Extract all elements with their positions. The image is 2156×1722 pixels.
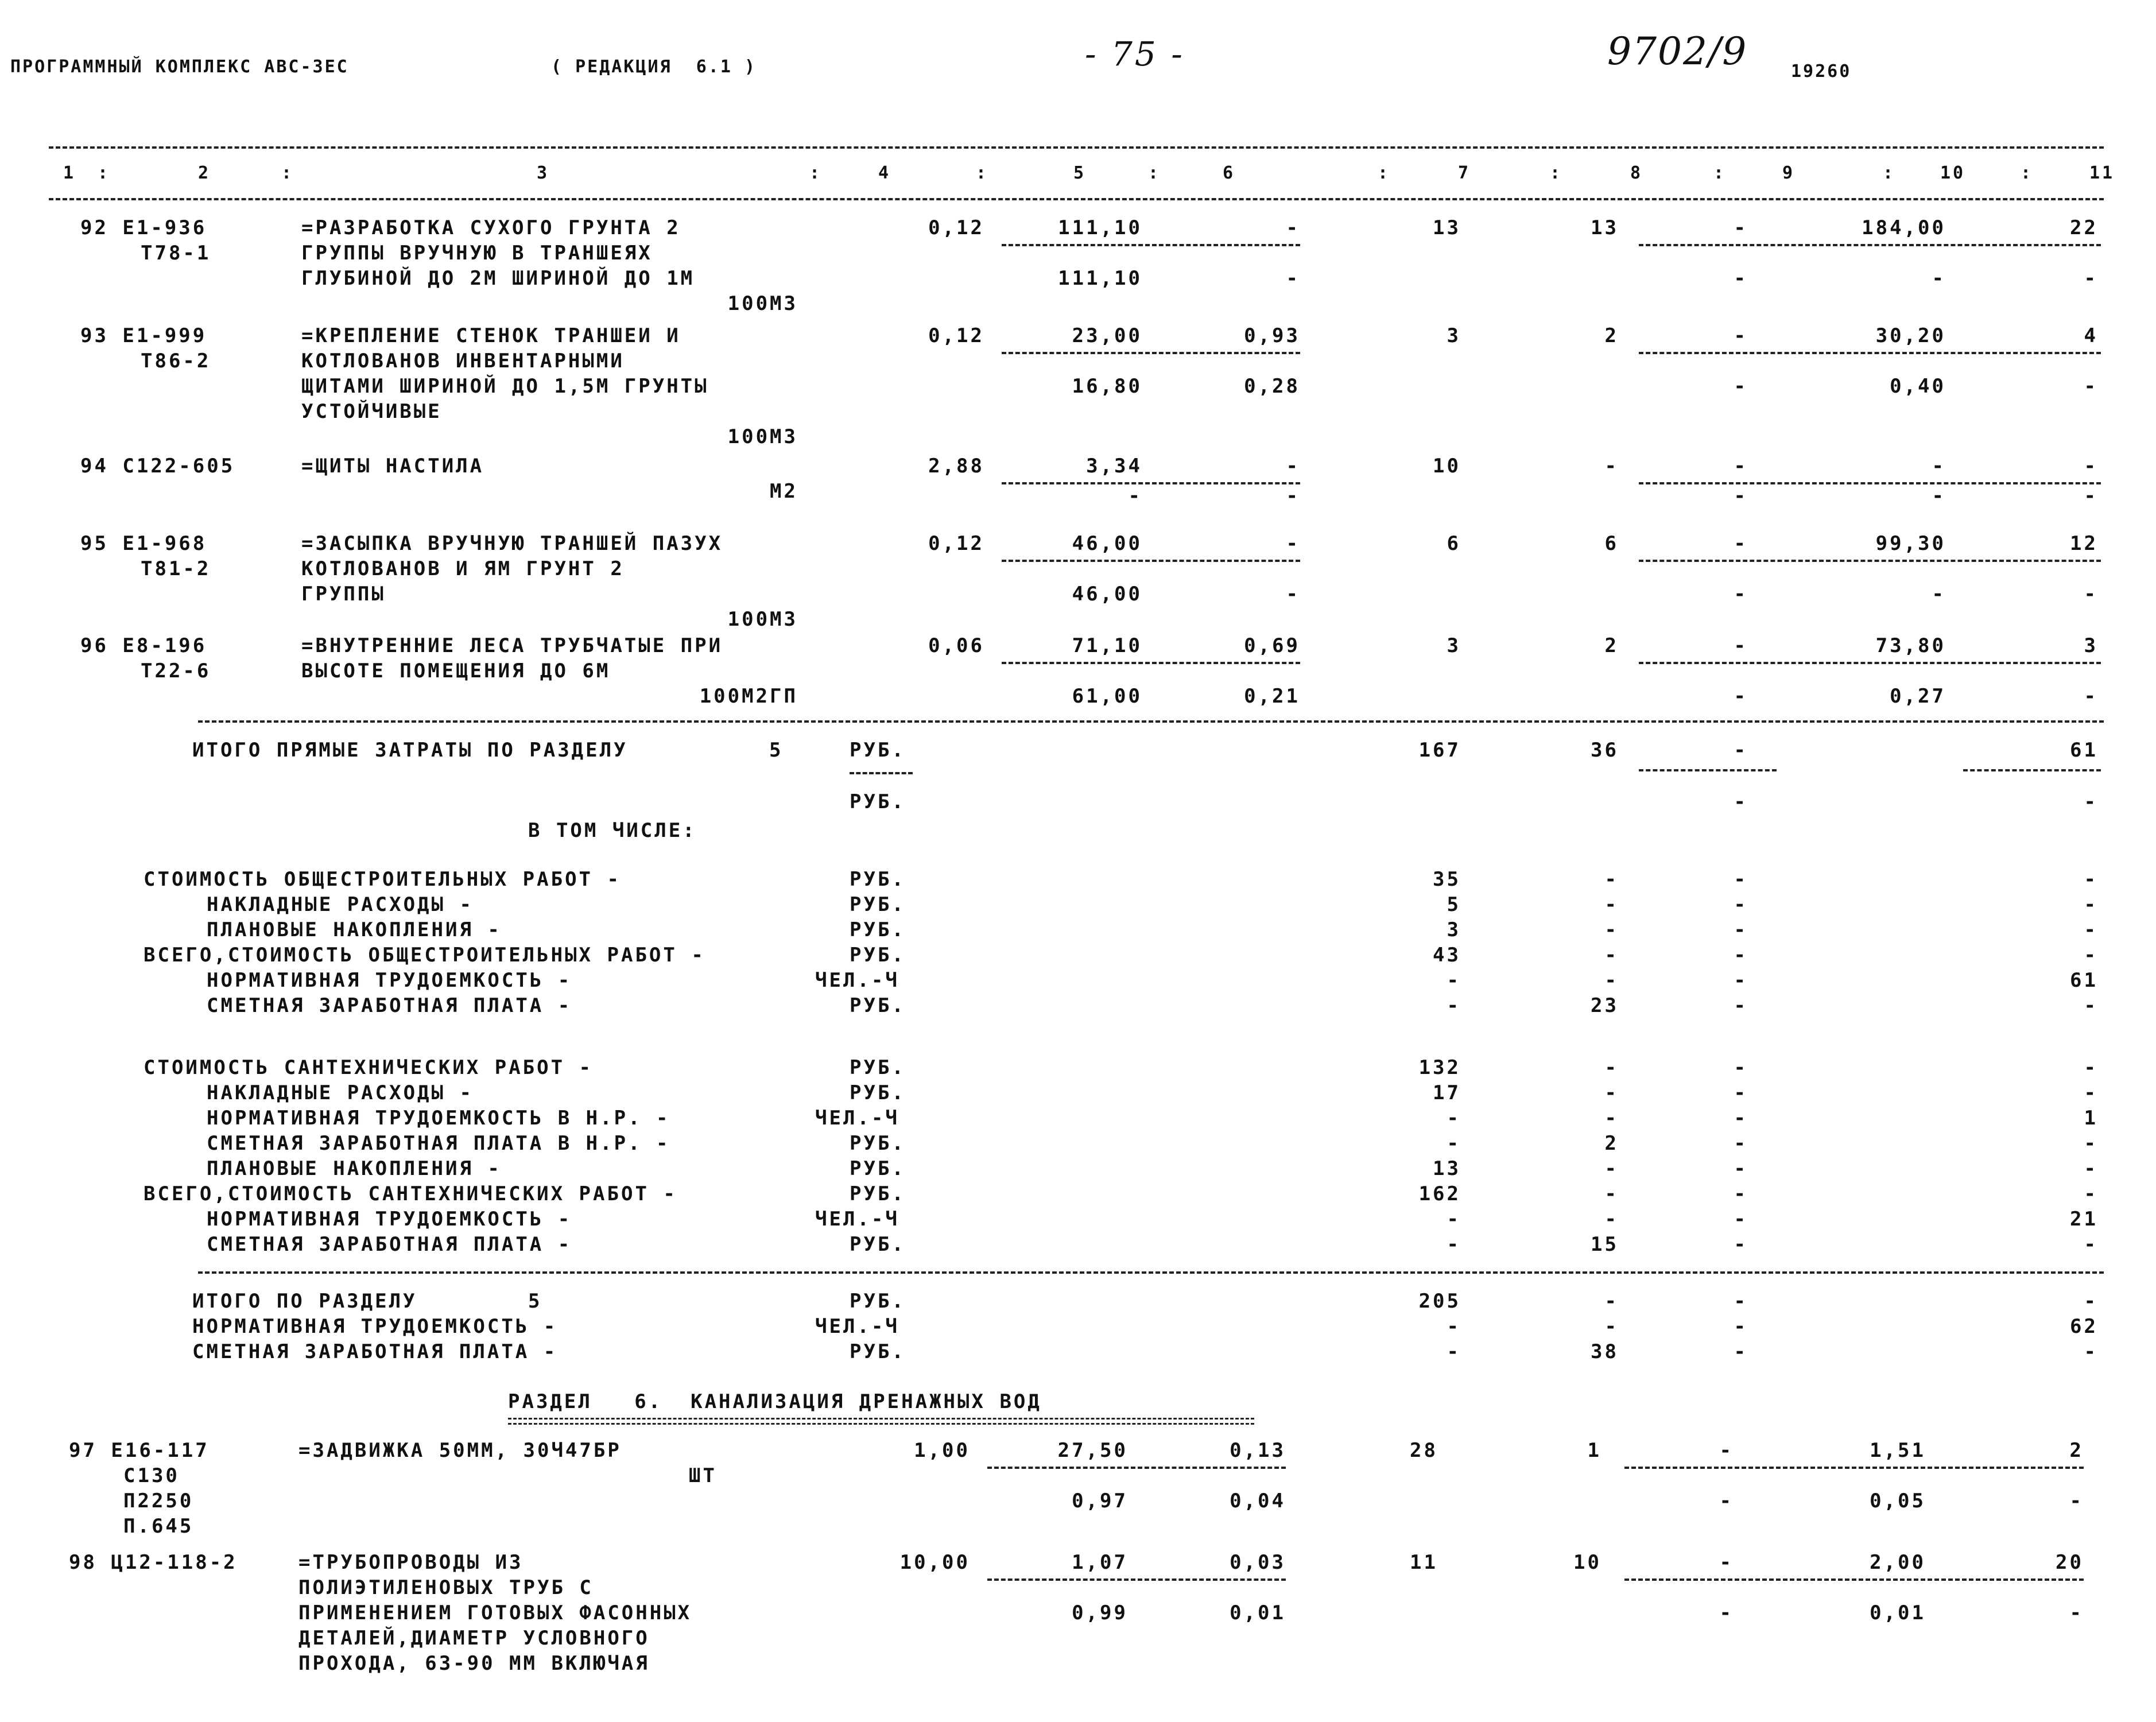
summary-row-label: СМЕТНАЯ ЗАРАБОТНАЯ ПЛАТА - (207, 1233, 572, 1256)
item-unit: ШТ (689, 1464, 717, 1487)
section-total-c11: 62 (2070, 1315, 2098, 1338)
summary-row-c11: - (2084, 1132, 2098, 1155)
document-number: 9702/9 (1607, 29, 1748, 73)
item-description-line: =ЩИТЫ НАСТИЛА (301, 455, 484, 478)
col10-sub: 0,27 (1890, 685, 1946, 708)
itogo-direct-c7: 167 (1418, 739, 1461, 762)
col11-sub: - (2084, 484, 2098, 507)
col9-11-divider (1639, 560, 2101, 562)
summary-row-c7: - (1447, 969, 1461, 992)
item-description-line: ПРОХОДА, 63-90 ММ ВКЛЮЧАЯ (298, 1652, 650, 1675)
summary-row-c8: - (1604, 944, 1619, 967)
column-header-label: 9 (1782, 163, 1796, 183)
col5-price-total: 111,10 (1058, 216, 1142, 239)
summary-row-c7: 5 (1447, 893, 1461, 916)
col6-machine-wages: - (1286, 484, 1300, 507)
summary-row-c7: - (1447, 1208, 1461, 1231)
item-description-line: =ВНУТРЕННИЕ ЛЕСА ТРУБЧАТЫЕ ПРИ (301, 634, 723, 657)
item-description-line: КОТЛОВАНОВ И ЯМ ГРУНТ 2 (301, 557, 625, 580)
top-rule (49, 146, 2104, 149)
summary-row-c8: 23 (1591, 994, 1619, 1017)
itogo-direct-c9: - (1734, 739, 1748, 762)
column-header-separator: : (281, 163, 294, 183)
summary-row-c11: - (2084, 893, 2098, 916)
col8-wages: 6 (1604, 532, 1619, 555)
summary-row-c11: - (2084, 994, 2098, 1017)
col9-11-divider (1639, 482, 2101, 484)
summary-row-label: НОРМАТИВНАЯ ТРУДОЕМКОСТЬ - (207, 969, 572, 992)
col9-value: - (1734, 324, 1748, 347)
summary-row-label: НАКЛАДНЫЕ РАСХОДЫ - (207, 1081, 474, 1104)
col4-quantity: 10,00 (899, 1551, 970, 1574)
summary-row-c7: - (1447, 994, 1461, 1017)
col9-value: - (1734, 532, 1748, 555)
col9-value: - (1734, 634, 1748, 657)
summary-row-unit: РУБ. (850, 1056, 906, 1079)
col9-value: - (1719, 1551, 1734, 1574)
col11-sub: - (2084, 685, 2098, 708)
section-total-label: ИТОГО ПО РАЗДЕЛУ (192, 1290, 417, 1313)
col6-machines: - (1286, 455, 1300, 478)
item-description-line: ДЕТАЛЕЙ,ДИАМЕТР УСЛОВНОГО (298, 1627, 650, 1650)
col5-wages: 111,10 (1058, 267, 1142, 290)
item-description-line: ГРУППЫ (301, 583, 386, 606)
col10-labor: 184,00 (1862, 216, 1946, 239)
item-code: П.645 (123, 1515, 194, 1538)
summary-row-c7: 43 (1433, 944, 1461, 967)
column-header-separator: : (809, 163, 823, 183)
item-number: 97 Е16-117 (69, 1439, 210, 1462)
summary-row-c8: - (1604, 868, 1619, 891)
col10-labor: - (1932, 455, 1946, 478)
col9-11-divider (1624, 1578, 2084, 1581)
section-total-c7: - (1447, 1340, 1461, 1363)
summary-row-label: ВСЕГО,СТОИМОСТЬ ОБЩЕСТРОИТЕЛЬНЫХ РАБОТ - (144, 944, 705, 967)
summary-row-c7: - (1447, 1233, 1461, 1256)
col4-quantity: 0,06 (928, 634, 984, 657)
col5-price-total: 1,07 (1072, 1551, 1128, 1574)
summary-row-c8: - (1604, 1107, 1619, 1130)
col6-machines: - (1286, 216, 1300, 239)
summary-row-c9: - (1734, 944, 1748, 967)
item-description-line: ГЛУБИНОЙ ДО 2М ШИРИНОЙ ДО 1М (301, 267, 695, 290)
item-unit: 100М3 (727, 292, 798, 315)
summary-row-c8: 2 (1604, 1132, 1619, 1155)
itogo-direct-c9-rule (1639, 769, 1777, 771)
summary-row-c9: - (1734, 1081, 1748, 1104)
column-header-label: 8 (1630, 163, 1643, 183)
col8-wages: 13 (1591, 216, 1619, 239)
col11-sub: - (2069, 1490, 2084, 1512)
item-description-line: ПРИМЕНЕНИЕМ ГОТОВЫХ ФАСОННЫХ (298, 1601, 692, 1624)
col9-11-divider (1639, 352, 2101, 354)
itogo-direct-c11-rule (1963, 769, 2101, 771)
summary-row-c8: - (1604, 1182, 1619, 1205)
summary-row-unit: ЧЕЛ.-Ч (815, 969, 899, 992)
col7-cost: 13 (1433, 216, 1461, 239)
col6-machines: 0,13 (1230, 1439, 1286, 1462)
col5-6-divider (1002, 352, 1300, 354)
item-code: Т86-2 (141, 350, 211, 373)
summary-row-c11: - (2084, 1182, 2098, 1205)
col8-wages: 2 (1604, 634, 1619, 657)
summary-row-label: ПЛАНОВЫЕ НАКОПЛЕНИЯ - (207, 918, 502, 941)
col9-11-divider (1624, 1467, 2084, 1469)
col9-11-divider (1639, 244, 2101, 246)
section-total-c8: 38 (1591, 1340, 1619, 1363)
summary-row-c9: - (1734, 1132, 1748, 1155)
col9-value: - (1734, 216, 1748, 239)
section-6-underline (508, 1418, 1254, 1425)
col9-sub: - (1734, 685, 1748, 708)
col7-cost: 10 (1433, 455, 1461, 478)
summary-row-label: ВСЕГО,СТОИМОСТЬ САНТЕХНИЧЕСКИХ РАБОТ - (144, 1182, 677, 1205)
summary-row-unit: РУБ. (850, 944, 906, 967)
page-number: - 75 - (1085, 34, 1185, 73)
itogo-direct-c11b: - (2084, 790, 2098, 813)
item-description-line: ВЫСОТЕ ПОМЕЩЕНИЯ ДО 6М (301, 660, 611, 682)
item-description-line: УСТОЙЧИВЫЕ (301, 400, 442, 423)
column-header-label: 2 (198, 163, 211, 183)
col10-labor: 30,20 (1875, 324, 1946, 347)
item-description-line: =РАЗРАБОТКА СУХОГО ГРУНТА 2 (301, 216, 681, 239)
col5-wages: 46,00 (1072, 583, 1142, 606)
column-header-label: 4 (878, 163, 891, 183)
item-number: 93 Е1-999 (80, 324, 207, 347)
summary-row-unit: РУБ. (850, 1233, 906, 1256)
col10-sub: 0,05 (1870, 1490, 1926, 1512)
section-total-unit: РУБ. (850, 1340, 906, 1363)
summary-row-c7: 162 (1418, 1182, 1461, 1205)
summary-row-label: ПЛАНОВЫЕ НАКОПЛЕНИЯ - (207, 1157, 502, 1180)
summary-row-c9: - (1734, 918, 1748, 941)
col8-wages: 1 (1587, 1439, 1602, 1462)
col6-machine-wages: - (1286, 583, 1300, 606)
summary-row-c11: - (2084, 1233, 2098, 1256)
col9-11-divider (1639, 662, 2101, 664)
itogo-direct-unit2: РУБ. (850, 790, 906, 813)
item-number: 92 Е1-936 (80, 216, 207, 239)
summary-row-label: НАКЛАДНЫЕ РАСХОДЫ - (207, 893, 474, 916)
column-header-label: 10 (1940, 163, 1966, 183)
section-total-c7: - (1447, 1315, 1461, 1338)
column-header-label: 1 (63, 163, 76, 183)
itogo-direct-c11: 61 (2070, 739, 2098, 762)
col5-6-divider (987, 1578, 1286, 1581)
col11-labor-total: 3 (2084, 634, 2098, 657)
col5-wages: - (1128, 484, 1142, 507)
column-header-separator: : (1883, 163, 1896, 183)
col6-machines: 0,69 (1244, 634, 1300, 657)
col10-sub: - (1932, 484, 1946, 507)
col7-cost: 11 (1410, 1551, 1438, 1574)
summary-row-label: СТОИМОСТЬ ОБЩЕСТРОИТЕЛЬНЫХ РАБОТ - (144, 868, 621, 891)
edition-label: ( РЕДАКЦИЯ 6.1 ) (551, 57, 757, 77)
item-number: 95 Е1-968 (80, 532, 207, 555)
col11-sub: - (2069, 1601, 2084, 1624)
column-header-separator: : (1713, 163, 1727, 183)
section-total-rule (198, 1271, 2104, 1274)
col10-labor: 1,51 (1870, 1439, 1926, 1462)
summary-row-c11: 1 (2084, 1107, 2098, 1130)
col9-sub: - (1734, 583, 1748, 606)
summary-row-c9: - (1734, 868, 1748, 891)
summary-row-c7: - (1447, 1132, 1461, 1155)
summary-row-c9: - (1734, 1107, 1748, 1130)
item-description-line: КОТЛОВАНОВ ИНВЕНТАРНЫМИ (301, 350, 625, 373)
summary-row-c7: 17 (1433, 1081, 1461, 1104)
col4-quantity: 0,12 (928, 532, 984, 555)
col9-value: - (1734, 455, 1748, 478)
summary-row-c7: 35 (1433, 868, 1461, 891)
summary-row-c11: - (2084, 1056, 2098, 1079)
summary-row-c8: - (1604, 1157, 1619, 1180)
summary-row-c8: - (1604, 969, 1619, 992)
col10-sub: 0,01 (1870, 1601, 1926, 1624)
column-header-separator: : (976, 163, 989, 183)
summary-row-unit: РУБ. (850, 868, 906, 891)
summary-row-label: СМЕТНАЯ ЗАРАБОТНАЯ ПЛАТА В Н.Р. - (207, 1132, 670, 1155)
item-description-line: =ЗАДВИЖКА 50ММ, 30Ч47БР (298, 1439, 622, 1462)
summary-row-c11: - (2084, 868, 2098, 891)
item-description-line: =ТРУБОПРОВОДЫ ИЗ (298, 1551, 524, 1574)
col5-6-divider (987, 1467, 1286, 1469)
summary-row-c8: - (1604, 1056, 1619, 1079)
col10-sub: - (1932, 267, 1946, 290)
col6-machine-wages: 0,01 (1230, 1601, 1286, 1624)
col5-6-divider (1002, 244, 1300, 246)
section-total-c11: - (2084, 1340, 2098, 1363)
itogo-direct-c9b: - (1734, 790, 1748, 813)
column-header-separator: : (2021, 163, 2034, 183)
column-header-label: 6 (1223, 163, 1236, 183)
col7-cost: 3 (1447, 634, 1461, 657)
summary-row-unit: ЧЕЛ.-Ч (815, 1107, 899, 1130)
col5-wages: 0,99 (1072, 1601, 1128, 1624)
col11-sub: - (2084, 267, 2098, 290)
column-header-separator: : (98, 163, 111, 183)
section-total-number: 5 (528, 1290, 542, 1313)
col10-labor: 99,30 (1875, 532, 1946, 555)
item-number: 96 Е8-196 (80, 634, 207, 657)
item-code: Т81-2 (141, 557, 211, 580)
col5-6-divider (1002, 662, 1300, 664)
summary-row-c8: 15 (1591, 1233, 1619, 1256)
column-header-label: 11 (2089, 163, 2115, 183)
column-header-label: 3 (537, 163, 550, 183)
col4-quantity: 0,12 (928, 324, 984, 347)
section-total-c9: - (1734, 1290, 1748, 1313)
col11-sub: - (2084, 583, 2098, 606)
column-header-separator: : (1550, 163, 1563, 183)
summary-row-label: СТОИМОСТЬ САНТЕХНИЧЕСКИХ РАБОТ - (144, 1056, 594, 1079)
summary-row-c9: - (1734, 1056, 1748, 1079)
summary-row-c9: - (1734, 893, 1748, 916)
col6-machines: 0,03 (1230, 1551, 1286, 1574)
summary-row-label: СМЕТНАЯ ЗАРАБОТНАЯ ПЛАТА - (207, 994, 572, 1017)
summary-row-unit: РУБ. (850, 1157, 906, 1180)
col11-labor-total: 12 (2070, 532, 2098, 555)
col4-quantity: 1,00 (914, 1439, 970, 1462)
column-header-label: 5 (1073, 163, 1087, 183)
section-total-c8: - (1604, 1315, 1619, 1338)
col9-value: - (1719, 1439, 1734, 1462)
summary-row-unit: РУБ. (850, 1081, 906, 1104)
summary-row-c9: - (1734, 1182, 1748, 1205)
summary-row-unit: РУБ. (850, 1132, 906, 1155)
summary-row-c7: - (1447, 1107, 1461, 1130)
col11-labor-total: 4 (2084, 324, 2098, 347)
col9-sub: - (1719, 1490, 1734, 1512)
col5-price-total: 27,50 (1057, 1439, 1128, 1462)
section-6-title: РАЗДЕЛ 6. КАНАЛИЗАЦИЯ ДРЕНАЖНЫХ ВОД (508, 1390, 1042, 1413)
itogo-direct-label: ИТОГО ПРЯМЫЕ ЗАТРАТЫ ПО РАЗДЕЛУ (192, 739, 628, 762)
summary-row-c8: - (1604, 918, 1619, 941)
summary-row-c7: 3 (1447, 918, 1461, 941)
col9-sub: - (1734, 484, 1748, 507)
summary-row-c7: 13 (1433, 1157, 1461, 1180)
item-number: 94 С122-605 (80, 455, 235, 478)
col10-labor: 2,00 (1870, 1551, 1926, 1574)
col6-machine-wages: 0,04 (1230, 1490, 1286, 1512)
col6-machine-wages: 0,21 (1244, 685, 1300, 708)
col6-machines: - (1286, 532, 1300, 555)
col11-labor-total: 20 (2056, 1551, 2084, 1574)
col11-labor-total: - (2084, 455, 2098, 478)
document-code: 19260 (1791, 61, 1852, 82)
summary-row-c9: - (1734, 1157, 1748, 1180)
summary-row-c9: - (1734, 994, 1748, 1017)
col10-labor: 73,80 (1875, 634, 1946, 657)
summary-row-unit: РУБ. (850, 1182, 906, 1205)
col5-6-divider (1002, 482, 1300, 484)
col6-machines: 0,93 (1244, 324, 1300, 347)
summary-row-c11: 61 (2070, 969, 2098, 992)
summary-row-c7: 132 (1418, 1056, 1461, 1079)
section-total-c9: - (1734, 1340, 1748, 1363)
item-description-line: ПОЛИЭТИЛЕНОВЫХ ТРУБ С (298, 1576, 594, 1599)
section-total-c8: - (1604, 1290, 1619, 1313)
itogo-direct-unit: РУБ. (850, 739, 906, 762)
col7-cost: 28 (1410, 1439, 1438, 1462)
summary-row-c11: - (2084, 944, 2098, 967)
col5-wages: 61,00 (1072, 685, 1142, 708)
col9-sub: - (1734, 267, 1748, 290)
col5-price-total: 71,10 (1072, 634, 1142, 657)
summary-row-c9: - (1734, 969, 1748, 992)
totals-rule (198, 720, 2104, 723)
column-header-separator: : (1148, 163, 1161, 183)
item-code: П2250 (123, 1490, 194, 1512)
col5-price-total: 3,34 (1086, 455, 1142, 478)
section-total-unit: РУБ. (850, 1290, 906, 1313)
col5-price-total: 46,00 (1072, 532, 1142, 555)
summary-row-c11: - (2084, 1157, 2098, 1180)
col11-labor-total: 2 (2069, 1439, 2084, 1462)
summary-row-c8: - (1604, 1208, 1619, 1231)
summary-row-c11: 21 (2070, 1208, 2098, 1231)
item-description-line: =ЗАСЫПКА ВРУЧНУЮ ТРАНШЕЙ ПАЗУХ (301, 532, 723, 555)
itogo-direct-unit-rule (850, 772, 913, 774)
col11-labor-total: 22 (2070, 216, 2098, 239)
col8-wages: 10 (1573, 1551, 1602, 1574)
item-number: 98 Ц12-118-2 (69, 1551, 238, 1574)
summary-row-unit: РУБ. (850, 918, 906, 941)
section-total-c11: - (2084, 1290, 2098, 1313)
col5-6-divider (1002, 560, 1300, 562)
col5-wages: 0,97 (1072, 1490, 1128, 1512)
section-total-label: НОРМАТИВНАЯ ТРУДОЕМКОСТЬ - (192, 1315, 558, 1338)
col8-wages: - (1604, 455, 1619, 478)
section-total-unit: ЧЕЛ.-Ч (815, 1315, 899, 1338)
col5-wages: 16,80 (1072, 375, 1142, 398)
col6-machine-wages: - (1286, 267, 1300, 290)
item-code: Т78-1 (141, 242, 211, 265)
itogo-direct-section: 5 (769, 739, 784, 762)
col6-machine-wages: 0,28 (1244, 375, 1300, 398)
column-header-rule (49, 198, 2104, 200)
item-code: Т22-6 (141, 660, 211, 682)
summary-row-label: НОРМАТИВНАЯ ТРУДОЕМКОСТЬ В Н.Р. - (207, 1107, 670, 1130)
item-description-line: =КРЕПЛЕНИЕ СТЕНОК ТРАНШЕИ И (301, 324, 681, 347)
col11-sub: - (2084, 375, 2098, 398)
col5-price-total: 23,00 (1072, 324, 1142, 347)
summary-row-unit: ЧЕЛ.-Ч (815, 1208, 899, 1231)
section-total-c7: 205 (1418, 1290, 1461, 1313)
col7-cost: 6 (1447, 532, 1461, 555)
summary-row-c9: - (1734, 1208, 1748, 1231)
summary-row-c8: - (1604, 893, 1619, 916)
item-unit: 100М2ГП (699, 685, 798, 708)
column-header-label: 7 (1458, 163, 1471, 183)
col4-quantity: 0,12 (928, 216, 984, 239)
item-unit: М2 (770, 480, 798, 503)
item-unit: 100М3 (727, 608, 798, 631)
summary-row-unit: РУБ. (850, 893, 906, 916)
item-unit: 100М3 (727, 425, 798, 448)
section-total-c9: - (1734, 1315, 1748, 1338)
item-description-line: ГРУППЫ ВРУЧНУЮ В ТРАНШЕЯХ (301, 242, 653, 265)
col9-sub: - (1734, 375, 1748, 398)
summary-row-c11: - (2084, 918, 2098, 941)
itogo-direct-c8: 36 (1591, 739, 1619, 762)
col10-sub: 0,40 (1890, 375, 1946, 398)
in-that-number-label: В ТОМ ЧИСЛЕ: (528, 819, 697, 842)
summary-row-label: НОРМАТИВНАЯ ТРУДОЕМКОСТЬ - (207, 1208, 572, 1231)
program-name: ПРОГРАММНЫЙ КОМПЛЕКС АВС-3ЕС (10, 57, 349, 77)
item-description-line: ЩИТАМИ ШИРИНОЙ ДО 1,5М ГРУНТЫ (301, 375, 709, 398)
section-total-label: СМЕТНАЯ ЗАРАБОТНАЯ ПЛАТА - (192, 1340, 558, 1363)
summary-row-unit: РУБ. (850, 994, 906, 1017)
item-code: С130 (123, 1464, 180, 1487)
summary-row-c11: - (2084, 1081, 2098, 1104)
summary-row-c9: - (1734, 1233, 1748, 1256)
col8-wages: 2 (1604, 324, 1619, 347)
column-header-separator: : (1378, 163, 1391, 183)
col10-sub: - (1932, 583, 1946, 606)
summary-row-c8: - (1604, 1081, 1619, 1104)
col4-quantity: 2,88 (928, 455, 984, 478)
col7-cost: 3 (1447, 324, 1461, 347)
col9-sub: - (1719, 1601, 1734, 1624)
